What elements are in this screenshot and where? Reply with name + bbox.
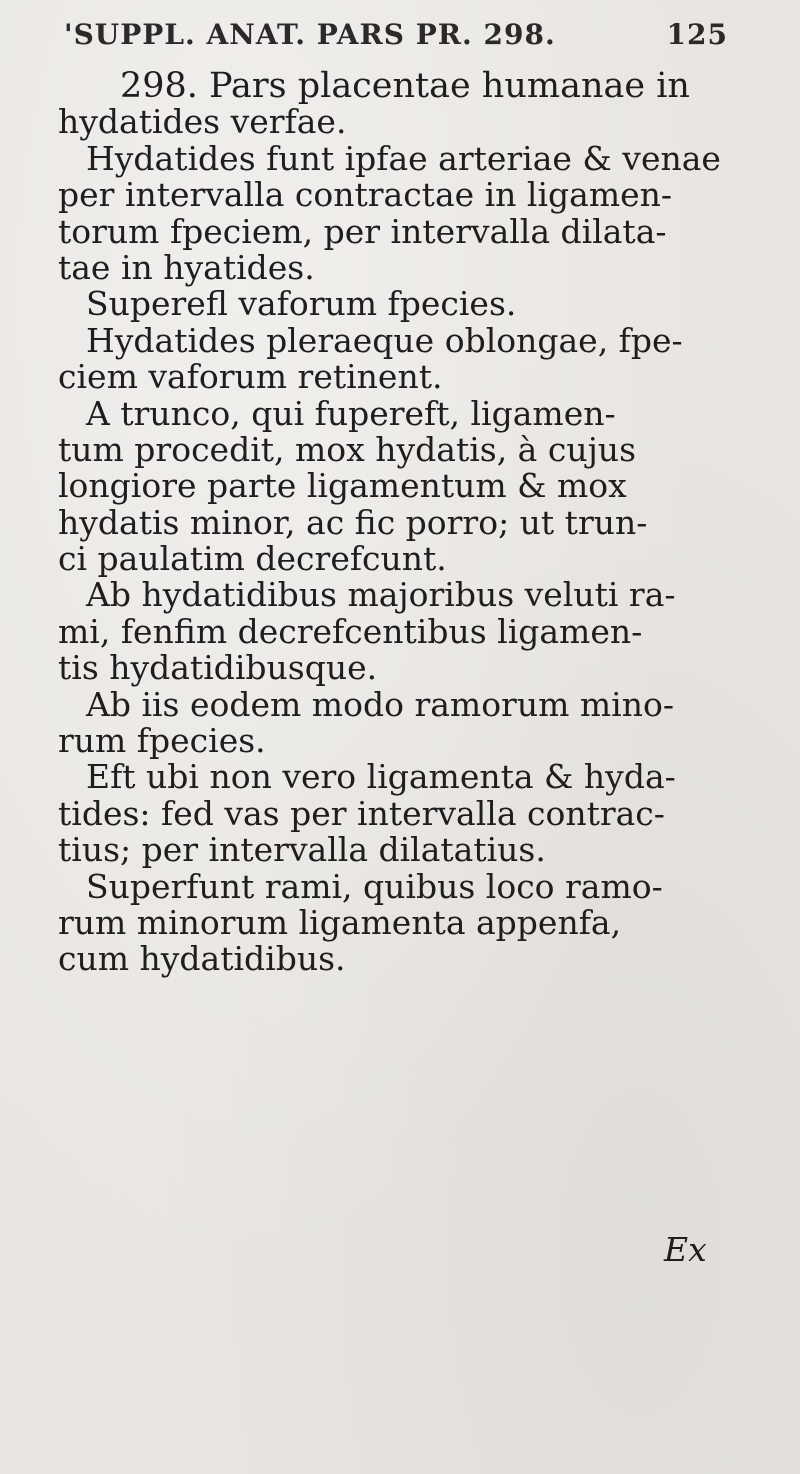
text-line: per intervalla contractae in ligamen- xyxy=(58,175,673,215)
text-line: Eft ubi non vero ligamenta & hyda- xyxy=(86,757,676,797)
text-line: tius; per intervalla dilatatius. xyxy=(58,830,546,870)
section-heading: 298. Pars placentae humanae in xyxy=(120,66,690,106)
text-line: rum minorum ligamenta appenfa, xyxy=(58,902,622,942)
text-line: Superfunt rami, quibus loco ramo- xyxy=(86,866,663,906)
text-line: torum fpeciem, per intervalla dilata- xyxy=(58,211,667,251)
text-line: tis hydatidibusque. xyxy=(58,648,378,688)
body-text xyxy=(58,68,758,978)
text-line: Hydatides funt ipfae arteriae & venae xyxy=(86,138,721,178)
text-line: longiore parte ligamentum & mox xyxy=(58,466,627,506)
text-line: Ab hydatidibus majoribus veluti ra- xyxy=(86,575,676,615)
text-line: ci paulatim decrefcunt. xyxy=(58,539,447,579)
text-line: tae in hyatides. xyxy=(58,247,315,287)
page-number: 125 xyxy=(666,18,728,51)
text-line: mi, fenfim decrefcentibus ligamen- xyxy=(58,611,643,651)
running-head-title: 'SUPPL. ANAT. PARS PR. 298. xyxy=(64,18,556,51)
text-line: tides: fed vas per intervalla contrac- xyxy=(58,793,665,833)
text-line: hydatis minor, ac fic porro; ut trun- xyxy=(58,502,648,542)
text-line: rum fpecies. xyxy=(58,721,266,761)
text-line: hydatides verfae. xyxy=(58,102,347,142)
text-line: ciem vaforum retinent. xyxy=(58,357,443,397)
catchword: Ex xyxy=(664,1230,707,1269)
text-line: A trunco, qui fupereft, ligamen- xyxy=(86,393,616,433)
text-line: Hydatides pleraeque oblongae, fpe- xyxy=(86,320,683,360)
text-line: tum procedit, mox hydatis, à cujus xyxy=(58,429,636,469)
text-line: cum hydatidibus. xyxy=(58,939,346,979)
text-line: Ab iis eodem modo ramorum mino- xyxy=(86,684,674,724)
running-head xyxy=(64,18,764,51)
text-line: Superefl vaforum fpecies. xyxy=(86,284,517,324)
